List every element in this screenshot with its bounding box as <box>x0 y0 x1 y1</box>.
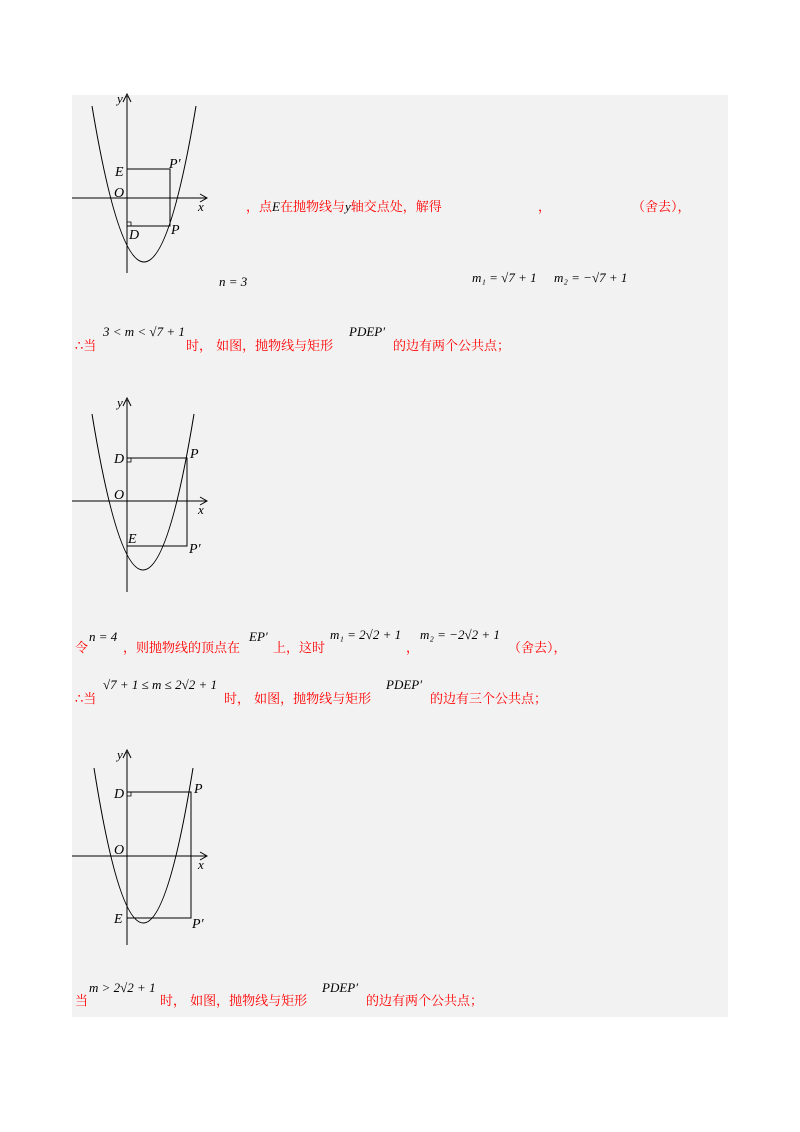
right-angle-mark <box>127 458 131 462</box>
parabola-curve <box>92 414 194 570</box>
label-P-prime: P′ <box>192 917 204 932</box>
line3-condition: √7 + 1 ≤ m ≤ 2√2 + 1 <box>103 677 217 692</box>
label-y: y <box>117 747 123 762</box>
label-D: D <box>114 452 125 467</box>
label-O: O <box>114 843 125 858</box>
line2-segment: EP′ <box>249 629 268 644</box>
line4-suffix: 的边有两个公共点； <box>366 994 484 1009</box>
label-O: O <box>114 488 125 503</box>
label-D: D <box>129 228 140 243</box>
line1-suffix: 的边有两个公共点； <box>393 339 511 354</box>
section1-discard: （舍去）， <box>632 200 691 215</box>
section1-comma: ， <box>538 200 552 215</box>
label-P: P <box>190 447 199 462</box>
line1-text: 时， 如图，抛物线与矩形 <box>186 339 334 354</box>
parabola-curve <box>92 106 196 262</box>
figure-2-graph <box>72 392 222 597</box>
line4-condition: m > 2√2 + 1 <box>89 980 156 995</box>
section1-n-value: n = 3 <box>219 274 248 289</box>
label-P-prime: P′ <box>189 542 201 557</box>
line2-prefix: 令 <box>75 641 89 656</box>
label-y: y <box>117 91 123 106</box>
line4-prefix: 当 <box>75 994 89 1009</box>
label-P-prime: P′ <box>169 157 181 172</box>
label-y: y <box>117 395 123 410</box>
label-x: x <box>198 199 204 214</box>
section1-m1-value: m₁ = √7 + 1 <box>472 270 537 285</box>
line1-rectangle-name: PDEP′ <box>349 324 386 339</box>
line4-text: 时， 如图，抛物线与矩形 <box>160 994 308 1009</box>
line3-prefix: ∴当 <box>75 692 97 707</box>
label-P: P <box>171 223 180 238</box>
line2-text-b: 上，这时 <box>273 641 326 656</box>
section1-m2-value: m₂ = −√7 + 1 <box>554 270 628 285</box>
line2-comma: ， <box>406 641 420 656</box>
label-x: x <box>198 857 204 872</box>
right-angle-mark <box>127 222 131 226</box>
label-E: E <box>128 532 137 547</box>
line2-discard: （舍去）， <box>508 641 567 656</box>
line1-condition: 3 < m < √7 + 1 <box>103 324 185 339</box>
rectangle-pdep <box>127 792 191 918</box>
line3-suffix: 的边有三个公共点； <box>430 692 548 707</box>
label-E: E <box>114 912 123 927</box>
section1-text: ，点E在抛物线与y轴交点处，解得 <box>246 199 442 215</box>
line2-n-value: n = 4 <box>89 629 118 644</box>
label-O: O <box>114 186 125 201</box>
parabola-curve <box>94 768 193 923</box>
label-P: P <box>194 782 203 797</box>
label-D: D <box>114 787 125 802</box>
line3-text: 时， 如图，抛物线与矩形 <box>224 692 372 707</box>
line1-prefix: ∴当 <box>75 339 97 354</box>
label-E: E <box>115 165 124 180</box>
figure-3-graph <box>72 742 222 947</box>
line2-m2-value: m₂ = −2√2 + 1 <box>420 627 500 642</box>
figure-1-graph <box>72 88 222 278</box>
line2-text-a: ，则抛物线的顶点在 <box>123 641 241 656</box>
line2-m1-value: m₁ = 2√2 + 1 <box>330 627 402 642</box>
line4-rectangle-name: PDEP′ <box>322 980 359 995</box>
label-x: x <box>198 502 204 517</box>
right-angle-mark <box>127 792 131 796</box>
line3-rectangle-name: PDEP′ <box>386 677 423 692</box>
